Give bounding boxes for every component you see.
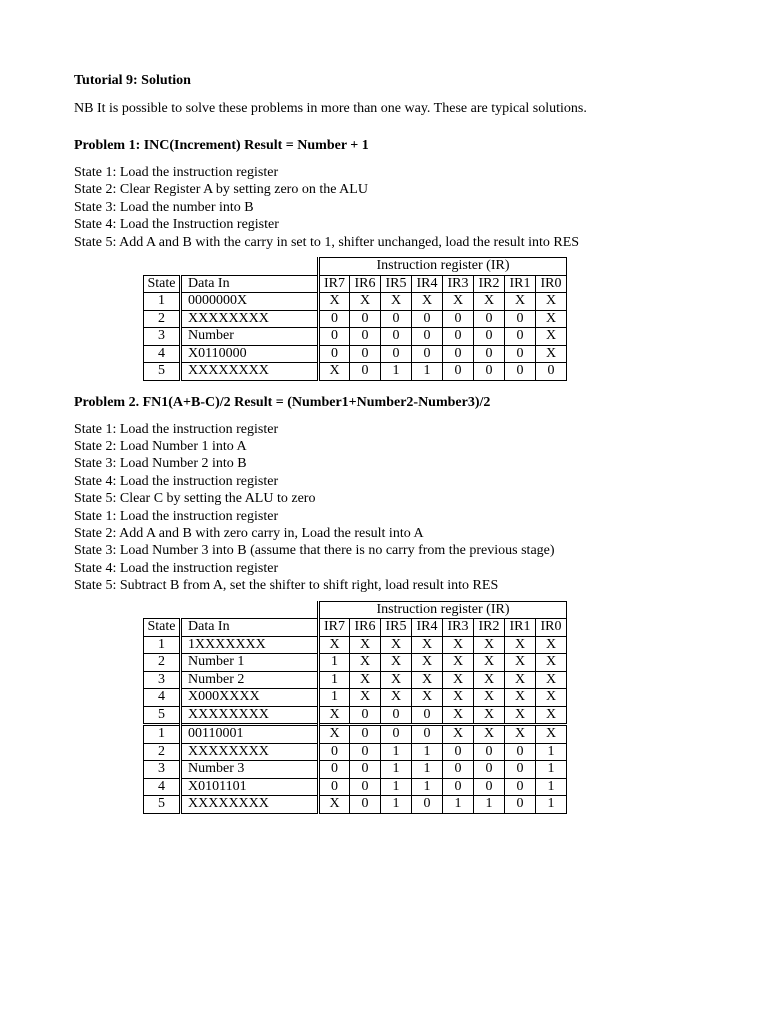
- table-header-cell: Data In: [181, 619, 319, 637]
- table-cell: 4: [144, 778, 181, 796]
- table-cell: X: [443, 293, 474, 311]
- step-line: State 2: Load Number 1 into A: [74, 438, 247, 454]
- table-group-header: Instruction register (IR): [319, 258, 567, 276]
- table-cell: X: [319, 363, 350, 381]
- table-cell: 1: [412, 778, 443, 796]
- table-cell: 0: [412, 328, 443, 346]
- step-line: State 2: Clear Register A by setting zero on the ALU: [74, 182, 368, 198]
- step-line: State 3: Load Number 3 into B (assume that there is no carry from the previous stage): [74, 543, 555, 559]
- table-cell: 0: [350, 310, 381, 328]
- table-cell: 1: [381, 363, 412, 381]
- table-cell: 0: [412, 796, 443, 814]
- table-cell: X: [412, 293, 443, 311]
- table-cell: 0: [381, 310, 412, 328]
- table-cell: 0: [350, 743, 381, 761]
- table-cell: X: [350, 671, 381, 689]
- table-row: [144, 796, 567, 814]
- table-cell: X: [474, 689, 505, 707]
- table-cell: 1: [144, 293, 181, 311]
- table-cell: 1: [412, 761, 443, 779]
- table-cell: 0: [443, 345, 474, 363]
- problem-1-steps: [74, 164, 714, 251]
- table-cell: X: [350, 636, 381, 654]
- step-line: State 3: Load Number 2 into B: [74, 456, 247, 472]
- intro-note: NB It is possible to solve these problems in more than one way. These are typical solutions.: [74, 101, 587, 116]
- table-cell: X: [443, 706, 474, 725]
- table-blank-corner: [144, 601, 319, 619]
- table-cell: XXXXXXXX: [181, 310, 319, 328]
- table-cell: X: [350, 293, 381, 311]
- table-cell: X: [443, 654, 474, 672]
- table-cell: 00110001: [181, 725, 319, 744]
- step-line: State 1: Load the instruction register: [74, 165, 279, 180]
- table-cell: X: [443, 636, 474, 654]
- table-cell: X: [412, 636, 443, 654]
- table-cell: X: [505, 293, 536, 311]
- document-page: [74, 72, 714, 814]
- table-row: [144, 671, 567, 689]
- table-cell: X: [319, 706, 350, 725]
- table-cell: 1: [474, 796, 505, 814]
- table-cell: X: [412, 654, 443, 672]
- table-cell: XXXXXXXX: [181, 796, 319, 814]
- table-cell: X: [412, 671, 443, 689]
- table-cell: 0: [412, 725, 443, 744]
- table-cell: Number 3: [181, 761, 319, 779]
- step-line: State 1: Load the instruction register: [74, 421, 279, 437]
- table-header-cell: IR7: [319, 275, 350, 293]
- table-cell: 0: [350, 778, 381, 796]
- table-cell: 0: [443, 743, 474, 761]
- table-cell: X: [474, 671, 505, 689]
- table-cell: 1: [412, 363, 443, 381]
- table-header-cell: IR4: [412, 619, 443, 637]
- table-cell: 1: [381, 796, 412, 814]
- table-cell: X: [536, 636, 567, 654]
- table-cell: XXXXXXXX: [181, 706, 319, 725]
- table-header-cell: IR6: [350, 275, 381, 293]
- table-cell: 5: [144, 796, 181, 814]
- table-cell: 0: [350, 761, 381, 779]
- table-row: [144, 725, 567, 744]
- table-cell: 1: [381, 778, 412, 796]
- table-row: [144, 689, 567, 707]
- table-header-cell: IR7: [319, 619, 350, 637]
- table-cell: 1: [443, 796, 474, 814]
- step-line: State 4: Load the instruction register: [74, 473, 279, 489]
- table-header-cell: IR1: [505, 275, 536, 293]
- table-cell: X: [319, 796, 350, 814]
- table-cell: 0: [319, 743, 350, 761]
- table-cell: 0: [474, 310, 505, 328]
- table-row: [144, 363, 567, 381]
- table-cell: X000XXXX: [181, 689, 319, 707]
- table-cell: 0: [319, 310, 350, 328]
- table-header-cell: IR3: [443, 275, 474, 293]
- table-cell: 0: [319, 345, 350, 363]
- table-cell: X: [443, 671, 474, 689]
- table-cell: X: [474, 654, 505, 672]
- table-cell: 0: [381, 328, 412, 346]
- table-cell: 0: [474, 778, 505, 796]
- table-cell: 1: [536, 743, 567, 761]
- table-cell: 3: [144, 761, 181, 779]
- table-cell: 0: [381, 706, 412, 725]
- step-line: State 1: Load the instruction register: [74, 508, 279, 524]
- table-row: [144, 345, 567, 363]
- table-cell: 1: [381, 761, 412, 779]
- table-header-cell: IR0: [536, 275, 567, 293]
- table-cell: Number 1: [181, 654, 319, 672]
- table-cell: X: [474, 636, 505, 654]
- table-cell: 2: [144, 743, 181, 761]
- table-row: [144, 328, 567, 346]
- table-cell: X: [505, 725, 536, 744]
- table-header-cell: State: [144, 619, 181, 637]
- table-cell: 0: [350, 796, 381, 814]
- problem-1-section: [74, 137, 714, 381]
- table-cell: 5: [144, 706, 181, 725]
- table-cell: 0: [319, 328, 350, 346]
- table-cell: 0: [505, 796, 536, 814]
- step-line: State 5: Subtract B from A, set the shifter to shift right, load result into RES: [74, 578, 499, 594]
- table-row: [144, 636, 567, 654]
- table-cell: 1: [412, 743, 443, 761]
- step-line: State 4: Load the Instruction register: [74, 217, 279, 233]
- table-cell: 1: [319, 654, 350, 672]
- page-title: Tutorial 9: Solution: [74, 73, 191, 88]
- table-cell: X: [381, 636, 412, 654]
- table-cell: X0101101: [181, 778, 319, 796]
- table-cell: 0: [381, 725, 412, 744]
- table-cell: X: [536, 654, 567, 672]
- table-cell: X: [505, 689, 536, 707]
- table-cell: 0: [443, 778, 474, 796]
- table-cell: X: [319, 293, 350, 311]
- table-cell: 0: [412, 310, 443, 328]
- table-header-cell: IR3: [443, 619, 474, 637]
- table-row: [144, 778, 567, 796]
- table-cell: X: [536, 706, 567, 725]
- table-cell: XXXXXXXX: [181, 743, 319, 761]
- table-cell: 0: [505, 363, 536, 381]
- table-header-cell: IR2: [474, 619, 505, 637]
- table-cell: X: [505, 671, 536, 689]
- table-cell: 1: [319, 689, 350, 707]
- table-cell: 0: [505, 328, 536, 346]
- table-cell: 1XXXXXXX: [181, 636, 319, 654]
- table-cell: Number: [181, 328, 319, 346]
- table-header-cell: IR4: [412, 275, 443, 293]
- table-cell: 1: [536, 761, 567, 779]
- table-cell: X: [536, 293, 567, 311]
- table-row: [144, 743, 567, 761]
- table-row: [144, 654, 567, 672]
- table-cell: X: [536, 310, 567, 328]
- table-cell: 3: [144, 328, 181, 346]
- table-cell: 1: [144, 636, 181, 654]
- table-group-header: Instruction register (IR): [319, 601, 567, 619]
- table-cell: 4: [144, 345, 181, 363]
- table-row: [144, 706, 567, 725]
- table-cell: 2: [144, 310, 181, 328]
- table-cell: X: [536, 328, 567, 346]
- table-cell: 0: [536, 363, 567, 381]
- table-header-cell: IR1: [505, 619, 536, 637]
- problem-1-heading: Problem 1: INC(Increment) Result = Number + 1: [74, 138, 369, 153]
- step-line: State 2: Add A and B with zero carry in, Load the result into A: [74, 525, 424, 541]
- table-header-cell: State: [144, 275, 181, 293]
- table-cell: X: [381, 671, 412, 689]
- table-cell: 0: [412, 706, 443, 725]
- table-cell: X: [381, 689, 412, 707]
- table-cell: X: [443, 689, 474, 707]
- table-row: [144, 310, 567, 328]
- table-cell: X: [505, 636, 536, 654]
- table-cell: 0: [443, 310, 474, 328]
- table-cell: 1: [319, 671, 350, 689]
- table-cell: 0: [381, 345, 412, 363]
- table-cell: X0110000: [181, 345, 319, 363]
- table-cell: 0: [319, 761, 350, 779]
- table-cell: X: [505, 706, 536, 725]
- table-cell: 0: [443, 363, 474, 381]
- table-cell: 0000000X: [181, 293, 319, 311]
- table-cell: 4: [144, 689, 181, 707]
- table-cell: 0: [319, 778, 350, 796]
- table-cell: 0: [474, 743, 505, 761]
- table-cell: 2: [144, 654, 181, 672]
- table-blank-corner: [144, 258, 319, 276]
- table-cell: 0: [474, 345, 505, 363]
- table-cell: 0: [350, 345, 381, 363]
- table-cell: 0: [443, 761, 474, 779]
- table-cell: 0: [443, 328, 474, 346]
- problem-1-table: [143, 257, 567, 381]
- table-header-cell: IR5: [381, 619, 412, 637]
- table-header-cell: IR5: [381, 275, 412, 293]
- problem-2-heading: Problem 2. FN1(A+B-C)/2 Result = (Number1+Number2-Number3)/2: [74, 394, 491, 410]
- table-cell: 1: [144, 725, 181, 744]
- step-line: State 5: Clear C by setting the ALU to zero: [74, 491, 316, 507]
- table-cell: 0: [505, 778, 536, 796]
- table-cell: X: [412, 689, 443, 707]
- table-cell: 0: [350, 328, 381, 346]
- table-header-cell: IR0: [536, 619, 567, 637]
- table-cell: 0: [350, 706, 381, 725]
- table-cell: X: [381, 293, 412, 311]
- table-cell: X: [350, 654, 381, 672]
- table-cell: X: [350, 689, 381, 707]
- step-line: State 3: Load the number into B: [74, 199, 254, 215]
- table-cell: 0: [505, 310, 536, 328]
- table-cell: 0: [474, 363, 505, 381]
- table-cell: 1: [536, 796, 567, 814]
- table-cell: X: [443, 725, 474, 744]
- table-cell: 0: [505, 345, 536, 363]
- table-cell: X: [381, 654, 412, 672]
- step-line: State 4: Load the instruction register: [74, 560, 279, 576]
- table-cell: 0: [505, 761, 536, 779]
- table-cell: X: [536, 671, 567, 689]
- table-cell: 0: [350, 725, 381, 744]
- table-cell: X: [505, 654, 536, 672]
- table-cell: Number 2: [181, 671, 319, 689]
- table-cell: 3: [144, 671, 181, 689]
- problem-2-table: [143, 601, 567, 814]
- table-cell: X: [474, 706, 505, 725]
- table-header-cell: IR6: [350, 619, 381, 637]
- table-cell: X: [536, 725, 567, 744]
- step-line: State 5: Add A and B with the carry in set to 1, shifter unchanged, load the result into RES: [74, 234, 580, 250]
- table-cell: 0: [350, 363, 381, 381]
- table-row: [144, 761, 567, 779]
- table-cell: X: [536, 345, 567, 363]
- problem-2-section: [74, 394, 714, 814]
- table-header-cell: IR2: [474, 275, 505, 293]
- table-cell: X: [319, 636, 350, 654]
- table-cell: X: [474, 293, 505, 311]
- table-cell: XXXXXXXX: [181, 363, 319, 381]
- table-cell: 5: [144, 363, 181, 381]
- problem-2-steps: [74, 421, 714, 595]
- table-cell: 0: [505, 743, 536, 761]
- table-header-cell: Data In: [181, 275, 319, 293]
- table-cell: X: [536, 689, 567, 707]
- table-cell: X: [474, 725, 505, 744]
- table-cell: 0: [474, 328, 505, 346]
- table-cell: 1: [536, 778, 567, 796]
- table-cell: X: [319, 725, 350, 744]
- table-row: [144, 293, 567, 311]
- table-cell: 0: [412, 345, 443, 363]
- table-cell: 0: [474, 761, 505, 779]
- table-cell: 1: [381, 743, 412, 761]
